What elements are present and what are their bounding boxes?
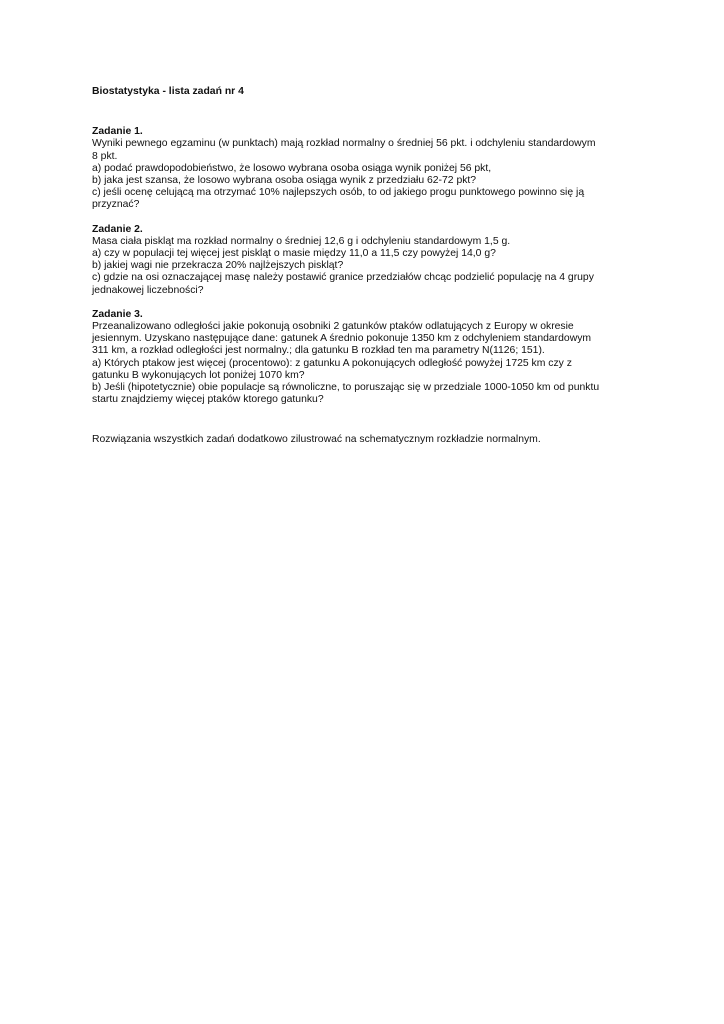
task-3-line: Przeanalizowano odległości jakie pokonują osobniki 2 gatunków ptaków odlatujących z Europy w okresie [92,321,574,333]
task-1-line: c) jeśli ocenę celującą ma otrzymać 10% najlepszych osób, to od jakiego progu punktowego powinno się ją [92,187,585,199]
task-3-line: startu znajdziemy więcej ptaków ktorego gatunku? [92,394,324,406]
task-1-line: przyznać? [92,199,140,211]
task-3-line: 311 km, a rozkład odległości jest normalny.; dla gatunku B rozkład ten ma parametry N(1126; 151). [92,345,545,357]
footer-note: Rozwiązania wszystkich zadań dodatkowo zilustrować na schematycznym rozkładzie normalnym. [92,434,541,446]
document-title: Biostatystyka - lista zadań nr 4 [92,86,244,97]
task-1-line: a) podać prawdopodobieństwo, że losowo wybrana osoba osiąga wynik poniżej 56 pkt, [92,162,492,174]
task-3-line: a) Których ptakow jest więcej (procentowo): z gatunku A pokonujących odległość powyżej 1725 km czy z [92,357,572,369]
task-3 [92,309,652,407]
task-2-line: c) gdzie na osi oznaczającej masę należy postawić granice przedziałów chcąc podzielić populację na 4 grupy [92,272,594,284]
task-3-line: b) Jeśli (hipotetycznie) obie populacje są równoliczne, to poruszając się w przedziale 1000-1050 km od punktu [92,382,600,394]
task-1-title: Zadanie 1. [92,126,143,138]
document-page [92,86,652,447]
task-2-line: Masa ciała piskląt ma rozkład normalny o średniej 12,6 g i odchyleniu standardowym 1,5 g. [92,235,511,247]
task-1 [92,126,652,211]
task-2 [92,224,652,297]
task-1-line: b) jaka jest szansa, że losowo wybrana osoba osiąga wynik z przedziału 62-72 pkt? [92,175,477,187]
task-2-line: jednakowej liczebności? [92,284,204,296]
task-2-line: a) czy w populacji tej więcej jest piskląt o masie między 11,0 a 11,5 czy powyżej 14,0 g? [92,248,496,260]
task-3-title: Zadanie 3. [92,308,143,320]
task-2-title: Zadanie 2. [92,223,143,235]
task-1-line: Wyniki pewnego egzaminu (w punktach) mają rozkład normalny o średniej 56 pkt. i odchyleniu standardowym [92,138,596,150]
task-1-line: 8 pkt. [92,150,118,162]
task-2-line: b) jakiej wagi nie przekracza 20% najlżejszych piskląt? [92,260,344,272]
task-3-line: gatunku B wykonujących lot poniżej 1070 km? [92,369,305,381]
task-3-line: jesiennym. Uzyskano następujące dane: gatunek A średnio pokonuje 1350 km z odchyleniem standardowym [92,333,592,345]
